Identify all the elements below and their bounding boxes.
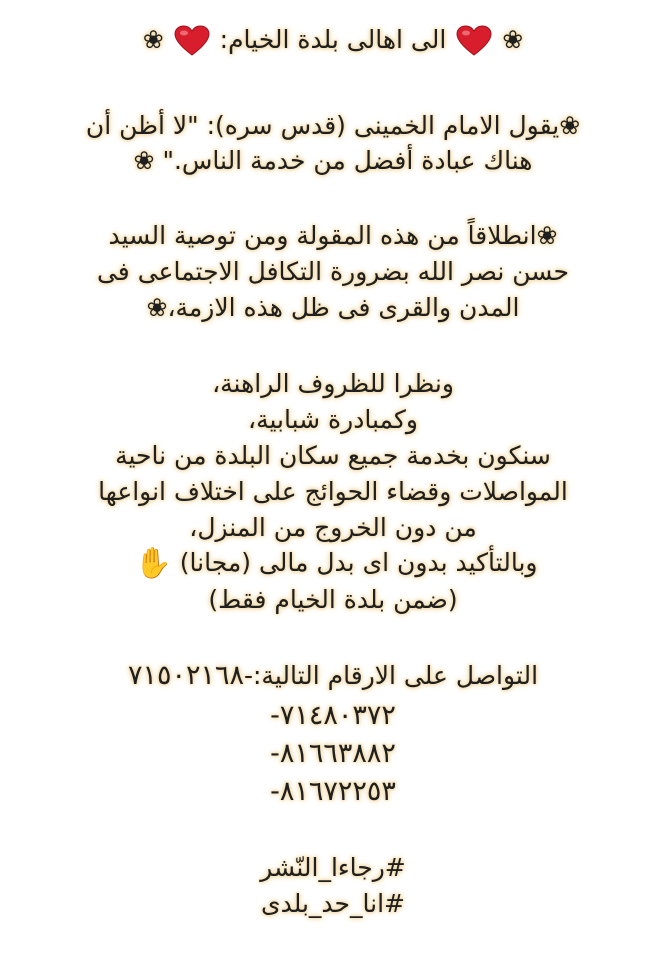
heart-icon bbox=[456, 25, 492, 57]
heart-icon bbox=[174, 25, 210, 57]
body-line-7: (ضمن بلدة الخيام فقط) bbox=[208, 585, 458, 614]
intro-line-2: حسن نصر الله بضرورة التكافل الاجتماعى فى bbox=[96, 257, 570, 286]
intro-line-3: المدن والقرى فى ظل هذه الازمة،❀ bbox=[146, 293, 520, 322]
quote-line-1: ❀يقول الامام الخمينى (قدس سره): "لا أظن أن bbox=[85, 111, 581, 140]
phone-dash: - bbox=[270, 700, 280, 731]
phone-line bbox=[0, 700, 666, 732]
body-line-4: المواصلات وقضاء الحوائج على اختلاف انواعها bbox=[98, 477, 568, 506]
phone-dash: - bbox=[270, 738, 280, 769]
body-line-2: وكمبادرة شبابية، bbox=[248, 405, 418, 434]
phone-dash: - bbox=[270, 776, 280, 807]
hashtag: #انا_حد_بلدى bbox=[261, 889, 405, 918]
body-line-3: سنكون بخدمة جميع سكان البلدة من ناحية bbox=[115, 441, 551, 470]
header-star-left: ❀ bbox=[502, 25, 524, 54]
phone-number: ٧١٥٠٢١٦٨ bbox=[127, 660, 244, 691]
hashtag: #رجاءا_النّشر bbox=[260, 853, 406, 882]
phone-line bbox=[0, 776, 666, 808]
body-line-6: وبالتأكيد بدون اى بدل مالى (مجانا) bbox=[179, 548, 538, 577]
raised-hand-icon: ✋ bbox=[134, 546, 172, 581]
phone-number: ٧١٤٨٠٣٧٢ bbox=[279, 700, 396, 731]
header-line bbox=[0, 24, 666, 57]
contact-line bbox=[0, 660, 666, 692]
quote-line-2: هناك عبادة أفضل من خدمة الناس." ❀ bbox=[133, 146, 533, 175]
phone-number: ٨١٦٧٢٢٥٣ bbox=[279, 776, 396, 807]
body-line-6-row bbox=[0, 547, 666, 580]
body-line-1: ونظرا للظروف الراهنة، bbox=[212, 369, 454, 398]
phone-number: ٨١٦٦٣٨٨٢ bbox=[279, 738, 396, 769]
header-text: الى اهالى بلدة الخيام: bbox=[219, 25, 447, 54]
body-line-5: من دون الخروج من المنزل، bbox=[189, 513, 477, 542]
intro-line-1: ❀انطلاقاً من هذه المقولة ومن توصية السيد bbox=[108, 221, 558, 250]
phone-line bbox=[0, 738, 666, 770]
header-star-right: ❀ bbox=[142, 25, 164, 54]
contact-label: التواصل على الارقام التالية:- bbox=[243, 661, 539, 690]
